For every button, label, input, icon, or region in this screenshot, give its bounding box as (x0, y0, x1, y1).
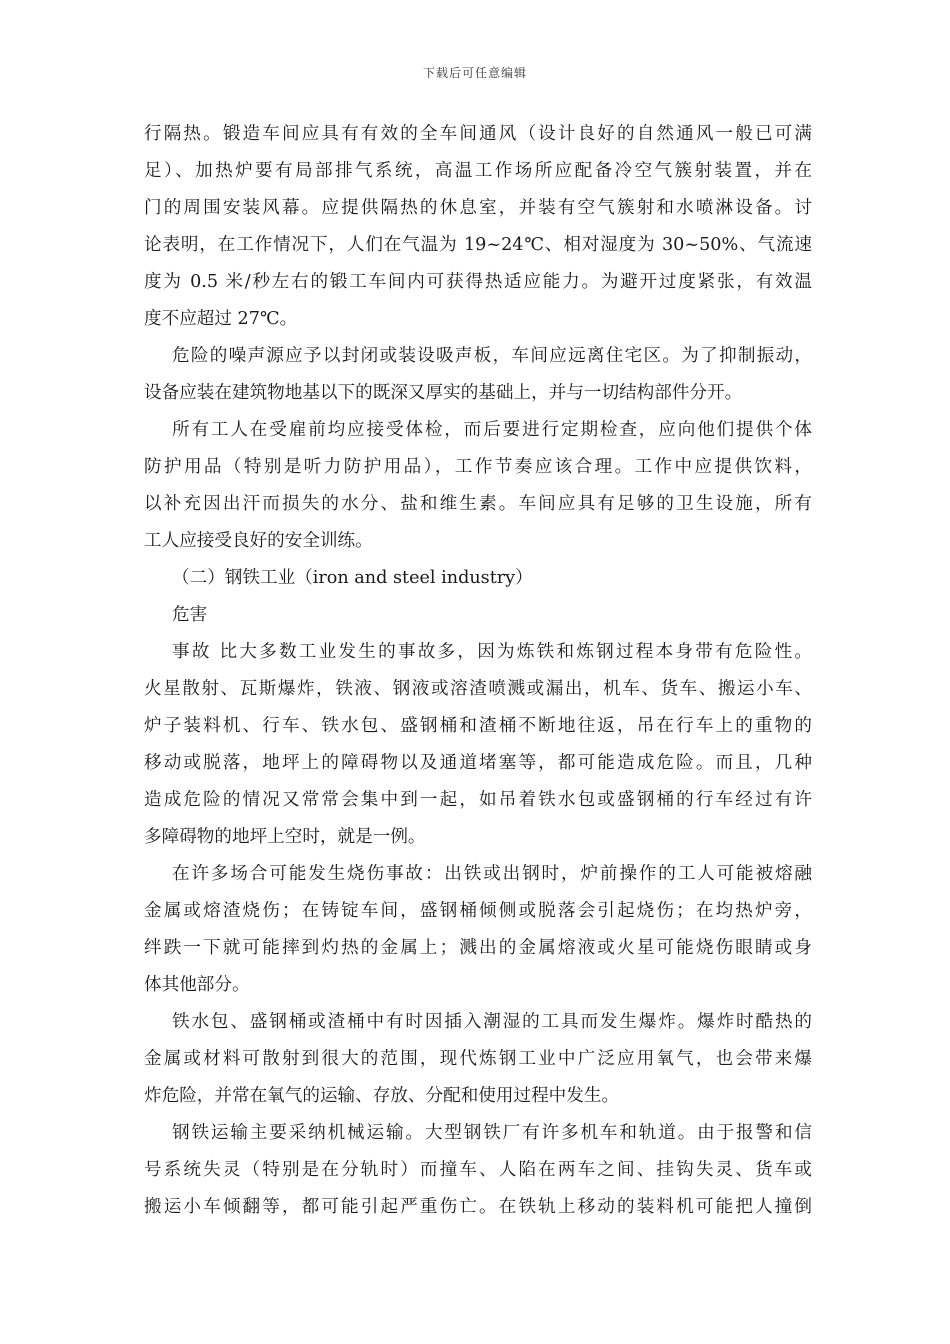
text-line: 多障碍物的地坪上空时，就是一例。 (144, 827, 426, 847)
text-line: 工人应接受良好的安全训练。 (144, 531, 373, 551)
text-line: 金属或材料可散射到很大的范围，现代炼钢工业中广泛应用氧气，也会带来爆 (144, 1049, 812, 1069)
text-line: 号系统失灵（特别是在分轨时）而撞车、人陷在两车之间、挂钩失灵、货车或 (144, 1160, 812, 1180)
text-line: 绊跌一下就可能摔到灼热的金属上；溅出的金属熔液或火星可能烧伤眼睛或身 (144, 938, 812, 958)
text-line: 论表明，在工作情况下，人们在气温为 19~24℃、相对湿度为 30~50%、气流速 (144, 235, 812, 255)
text-line: 钢铁运输主要采纳机械运输。大型钢铁厂有许多机车和轨道。由于报警和信 (172, 1123, 812, 1143)
text-line: 度为 0.5 米/秒左右的锻工车间内可获得热适应能力。为避开过度紧张，有效温 (144, 272, 812, 292)
text-line: 移动或脱落，地坪上的障碍物以及通道堵塞等，都可能造成危险。而且，几种 (144, 753, 812, 773)
text-line: 铁水包、盛钢桶或渣桶中有时因插入潮湿的工具而发生爆炸。爆炸时酷热的 (172, 1012, 812, 1032)
text-line: 火星散射、瓦斯爆炸，铁液、钢液或溶渣喷溅或漏出，机车、货车、搬运小车、 (144, 679, 812, 699)
text-line: 炉子装料机、行车、铁水包、盛钢桶和渣桶不断地往返，吊在行车上的重物的 (144, 716, 812, 736)
text-line: 以补充因出汗而损失的水分、盐和维生素。车间应具有足够的卫生设施，所有 (144, 494, 812, 514)
text-line: 在许多场合可能发生烧伤事故：出铁或出钢时，炉前操作的工人可能被熔融 (172, 864, 812, 884)
text-line: 金属或熔渣烧伤；在铸锭车间，盛钢桶倾侧或脱落会引起烧伤；在均热炉旁， (144, 901, 812, 921)
text-line: （二）钢铁工业（iron and steel industry） (172, 568, 533, 588)
text-line: 危害 (172, 605, 208, 625)
text-line: 所有工人在受雇前均应接受体检，而后要进行定期检查，应向他们提供个体 (172, 420, 812, 440)
document-body (144, 116, 812, 1226)
text-line: 事故 比大多数工业发生的事故多，因为炼铁和炼钢过程本身带有危险性。 (172, 642, 812, 662)
page-header: 下载后可任意编辑 (422, 66, 527, 80)
text-line: 搬运小车倾翻等，都可能引起严重伤亡。在铁轨上移动的装料机可能把人撞倒 (144, 1197, 812, 1217)
text-line: 防护用品（特别是听力防护用品），工作节奏应该合理。工作中应提供饮料， (144, 457, 812, 477)
text-line: 门的周围安装风幕。应提供隔热的休息室，并装有空气簇射和水喷淋设备。讨 (144, 198, 812, 218)
text-line: 炸危险，并常在氧气的运输、存放、分配和使用过程中发生。 (144, 1086, 620, 1106)
text-line: 行隔热。锻造车间应具有有效的全车间通风（设计良好的自然通风一般已可满 (144, 124, 812, 144)
text-line: 体其他部分。 (144, 975, 250, 995)
text-line: 足）、加热炉要有局部排气系统，高温工作场所应配备冷空气簇射装置，并在 (144, 161, 812, 181)
text-line: 造成危险的情况又常常会集中到一起，如吊着铁水包或盛钢桶的行车经过有许 (144, 790, 812, 810)
text-line: 设备应装在建筑物地基以下的既深又厚实的基础上，并与一切结构部件分开。 (144, 383, 743, 403)
text-line: 度不应超过 27℃。 (144, 309, 298, 329)
text-line: 危险的噪声源应予以封闭或装设吸声板，车间应远离住宅区。为了抑制振动， (172, 346, 812, 366)
